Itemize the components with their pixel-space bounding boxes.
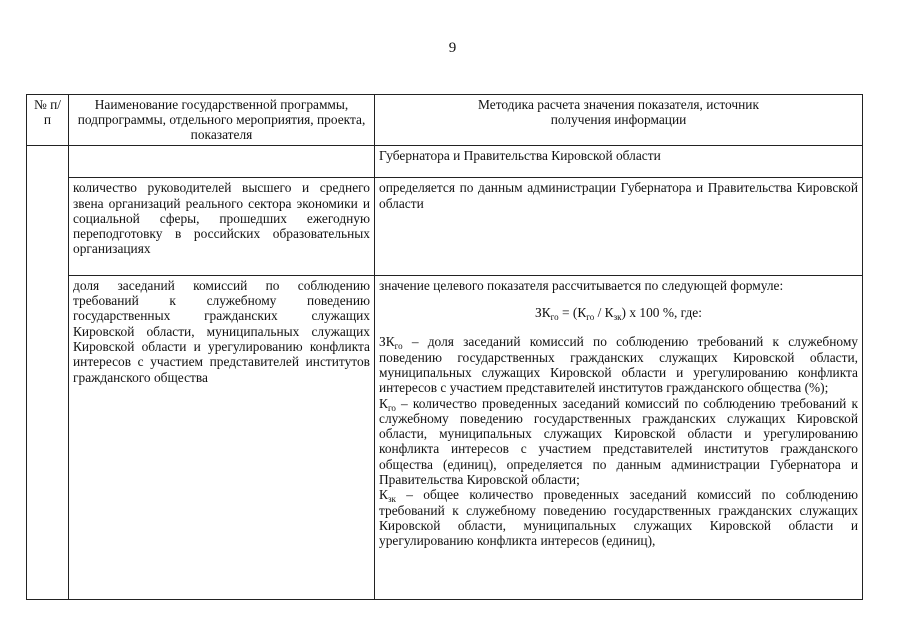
page-number: 9	[448, 40, 457, 56]
definition-zk: $ЗК_{го}$ – доля заседаний комиссий по соблюдению требований к служебному поведению государственных гражданских служащих Кировской области, муниципальных служащих Кировской области и урегулированию конфликта интересов с участием представителей институтов гражданского общества (%);	[379, 334, 858, 396]
row-method-cell	[375, 275, 863, 599]
definition-kzk: $К_{зк}$ – общее количество проведенных заседаний комиссий по соблюдению требований к служебному поведению государственных гражданских служащих Кировской области, муниципальных служащих Кировской области и урегулированию конфликта интересов (единиц),	[379, 487, 858, 549]
header-name: Наименование государственной программы, подпрограммы, отдельного мероприятия, проекта, показателя	[69, 95, 375, 146]
indicator-table	[26, 94, 863, 600]
row-method-cell: определяется по данным администрации Губернатора и Правительства Кировской области	[375, 178, 863, 275]
row-method-cell: Губернатора и Правительства Кировской области	[375, 146, 863, 178]
row-name-cell: количество руководителей высшего и среднего звена организаций реального сектора экономики и социальной сферы, прошедших ежегодную переподготовку в российских образовательных организациях	[69, 178, 375, 275]
table-row	[27, 146, 863, 178]
table-row	[27, 275, 863, 599]
header-num: № п/п	[27, 95, 69, 146]
header-method: Методика расчета значения показателя, источник получения информации	[375, 95, 863, 146]
table-header-row	[27, 95, 863, 146]
row-num-cell	[27, 146, 69, 600]
table-row	[27, 178, 863, 275]
formula: $ЗК_{го} = (К_{го} / К_{зк})$ х 100 %, где:	[535, 305, 702, 323]
definition-kgo: $К_{го}$ – количество проведенных заседаний комиссий по соблюдению требований к служебному поведению государственных гражданских служащих Кировской области, муниципальных служащих Кировской области и урегулированию конфликта интересов с участием представителей институтов гражданского общества (единиц), определяется по данным администрации Губернатора и Правительства Кировской области;	[379, 395, 858, 488]
row-name-cell: доля заседаний комиссий по соблюдению требований к служебному поведению государственных гражданских служащих Кировской области, муниципальных служащих Кировской области и урегулированию конфликта интересов с участием представителей институтов гражданского общества	[69, 275, 375, 599]
method-intro: значение целевого показателя рассчитывается по следующей формуле:	[379, 277, 784, 293]
row-name-cell	[69, 146, 375, 178]
